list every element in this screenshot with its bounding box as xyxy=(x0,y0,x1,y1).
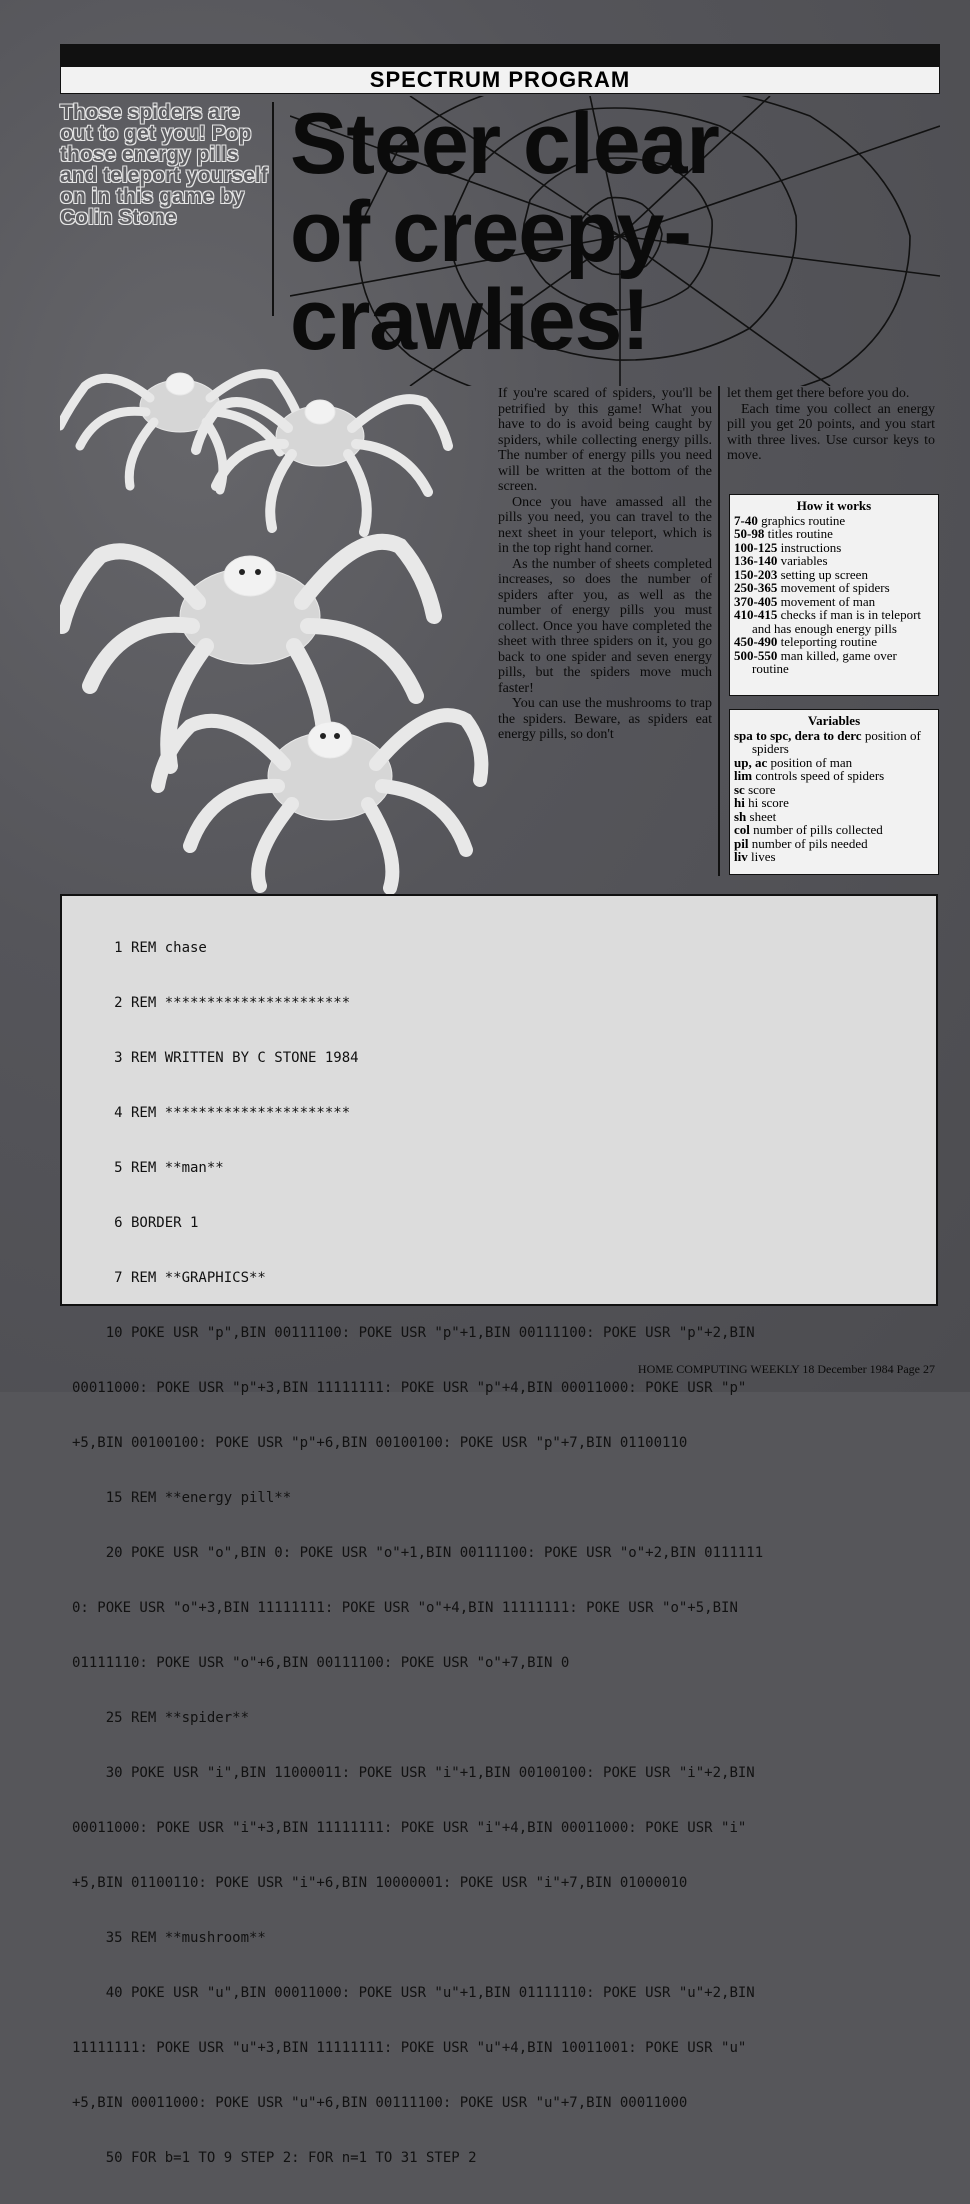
article-paragraph: You can use the mushrooms to trap the spiders. Beware, as spiders eat energy pills, so don't xyxy=(498,696,712,742)
article-paragraph: let them get there before you do. xyxy=(727,386,910,401)
variables-row xyxy=(734,850,934,864)
routine-desc: setting up screen xyxy=(780,566,868,582)
routine-desc: graphics routine xyxy=(761,512,846,528)
variables-row xyxy=(734,796,934,810)
variable-name: liv xyxy=(734,849,748,864)
column-divider xyxy=(718,386,720,876)
listing-line: 40 POKE USR "u",BIN 00011000: POKE USR "u"+1,BIN 01111110: POKE USR "u"+2,BIN xyxy=(72,1985,755,2002)
variables-row xyxy=(734,769,934,783)
line-range: 450-490 xyxy=(734,634,778,649)
listing-line: 4 REM ********************** xyxy=(72,1104,351,1121)
listing-line: 35 REM **mushroom** xyxy=(72,1930,266,1947)
how-it-works-row xyxy=(734,608,934,635)
headline xyxy=(290,96,940,368)
listing-line: 3 REM WRITTEN BY C STONE 1984 xyxy=(72,1049,359,1066)
line-range: 50-98 xyxy=(734,526,765,541)
listing-line: 01111110: POKE USR "o"+6,BIN 00111100: POKE USR "o"+7,BIN 0 xyxy=(72,1655,570,1672)
line-range: 100-125 xyxy=(734,539,778,555)
how-it-works-box xyxy=(729,494,939,696)
how-it-works-row xyxy=(734,568,934,582)
listing-line: +5,BIN 00100100: POKE USR "p"+6,BIN 00100100: POKE USR "p"+7,BIN 01100110 xyxy=(72,1434,688,1451)
listing-line: 5 REM **man** xyxy=(72,1159,224,1176)
how-it-works-row xyxy=(734,554,934,568)
routine-desc: teleporting routine xyxy=(780,634,877,649)
routine-desc: movement of spiders xyxy=(780,580,890,595)
variable-desc: position of spiders xyxy=(752,727,921,756)
spider-1 xyxy=(60,373,298,490)
listing-line: +5,BIN 01100110: POKE USR "i"+6,BIN 10000001: POKE USR "i"+7,BIN 01000010 xyxy=(72,1875,688,1892)
how-it-works-title: How it works xyxy=(796,498,872,513)
variable-desc: score xyxy=(748,781,776,797)
article-paragraph: If you're scared of spiders, you'll be petrified by this game! What you have to do is avoid being caught by spiders, while collecting energy pills. The number of energy pills you need will be written at the bottom of the screen. xyxy=(498,386,712,494)
routine-desc: titles routine xyxy=(767,526,833,541)
variable-name: lim xyxy=(734,768,753,783)
listing-line: +5,BIN 00011000: POKE USR "u"+6,BIN 00111100: POKE USR "u"+7,BIN 00011000 xyxy=(72,2095,688,2112)
how-it-works-row xyxy=(734,514,934,528)
article-column-2 xyxy=(727,386,935,464)
variable-desc: sheet xyxy=(749,808,777,824)
variable-desc: number of pils needed xyxy=(751,835,868,851)
listing-line: 15 REM **energy pill** xyxy=(72,1490,292,1506)
how-it-works-row xyxy=(734,581,934,595)
variables-row xyxy=(734,756,934,770)
listing-line: 0: POKE USR "o"+3,BIN 11111111: POKE USR "o"+4,BIN 11111111: POKE USR "o"+5,BIN xyxy=(72,1600,738,1617)
line-range: 370-405 xyxy=(734,593,778,609)
listing-line: 11111111: POKE USR "u"+3,BIN 11111111: POKE USR "u"+4,BIN 10011001: POKE USR "u" xyxy=(72,2040,747,2057)
header-bar xyxy=(60,44,940,66)
variables-row xyxy=(734,783,934,797)
listing-line: 25 REM **spider** xyxy=(72,1710,250,1727)
routine-desc: instructions xyxy=(780,539,842,555)
variables-row xyxy=(734,837,934,851)
variables-box xyxy=(729,709,939,875)
variable-name: up, ac xyxy=(734,754,768,770)
line-range: 150-203 xyxy=(734,566,778,582)
variable-name: spa to spc, dera to derc xyxy=(734,727,862,743)
variable-name: sc xyxy=(734,781,745,797)
line-range: 410-415 xyxy=(734,607,778,622)
variable-name: hi xyxy=(734,795,745,810)
listing-line: 30 POKE USR "i",BIN 11000011: POKE USR "i"+1,BIN 00100100: POKE USR "i"+2,BIN xyxy=(72,1765,755,1782)
listing-line: 2 REM ********************** xyxy=(72,994,351,1011)
section-banner: SPECTRUM PROGRAM xyxy=(60,66,940,94)
listing-line: 50 FOR b=1 TO 9 STEP 2: FOR n=1 TO 31 STEP 2 xyxy=(72,2150,477,2167)
routine-desc: movement of man xyxy=(780,593,876,609)
listing-line: 6 BORDER 1 xyxy=(72,1214,199,1231)
article-paragraph: As the number of sheets completed increases, so does the number of spiders after you, as well as the number of energy pills you must collect. Once you have completed the sheet with three spiders on it, you go back to one spider and seven energy pills, but the spiders move much faster! xyxy=(498,556,712,696)
variable-desc: position of man xyxy=(770,754,853,770)
how-it-works-row xyxy=(734,635,934,649)
headline-line-2: of creepy- xyxy=(290,184,692,280)
variable-desc: number of pills collected xyxy=(753,822,883,837)
variables-row xyxy=(734,823,934,837)
variable-desc: controls speed of spiders xyxy=(755,768,885,783)
variable-name: col xyxy=(734,822,750,837)
how-it-works-row xyxy=(734,527,934,541)
routine-desc: variables xyxy=(780,553,828,568)
how-it-works-row xyxy=(734,595,934,609)
routine-desc: checks if man is in teleport and has enough energy pills xyxy=(752,607,922,636)
listing-line: 00011000: POKE USR "p"+3,BIN 11111111: POKE USR "p"+4,BIN 00011000: POKE USR "p" xyxy=(72,1379,747,1396)
spiders-illustration xyxy=(60,356,490,896)
spider-4 xyxy=(158,715,481,888)
listing-line: 20 POKE USR "o",BIN 0: POKE USR "o"+1,BIN 00111100: POKE USR "o"+2,BIN 0111111 xyxy=(72,1545,764,1562)
article-paragraph: Each time you collect an energy pill you get 20 points, and you start with three lives. Use cursor keys to move. xyxy=(727,401,935,463)
variable-desc: lives xyxy=(750,849,776,864)
variables-row xyxy=(734,729,934,756)
listing-line: 7 REM **GRAPHICS** xyxy=(72,1269,266,1286)
intro-standfirst: Those spiders are out to get you! Pop those energy pills and teleport yourself on in this game by Colin Stone xyxy=(60,101,268,229)
line-range: 7-40 xyxy=(734,512,758,528)
how-it-works-row xyxy=(734,649,934,676)
line-range: 500-550 xyxy=(734,647,778,663)
headline-line-3: crawlies! xyxy=(290,272,650,368)
article-column-1 xyxy=(498,386,712,743)
variable-name: sh xyxy=(734,808,747,824)
article-paragraph: Once you have amassed all the pills you need, you can travel to the next sheet in your teleport, which is in the top right hand corner. xyxy=(498,494,712,556)
variables-row xyxy=(734,810,934,824)
listing-line: 10 POKE USR "p",BIN 00111100: POKE USR "p"+1,BIN 00111100: POKE USR "p"+2,BIN xyxy=(72,1324,755,1341)
listing-lines xyxy=(72,902,932,2204)
line-range: 250-365 xyxy=(734,580,778,595)
variables-title: Variables xyxy=(807,713,861,728)
intro-divider xyxy=(272,102,274,316)
how-it-works-row xyxy=(734,541,934,555)
listing-line: 1 REM chase xyxy=(72,939,207,956)
listing-line: 00011000: POKE USR "i"+3,BIN 11111111: POKE USR "i"+4,BIN 00011000: POKE USR "i" xyxy=(72,1820,747,1837)
variable-desc: hi score xyxy=(748,795,789,810)
line-range: 136-140 xyxy=(734,553,778,568)
variable-name: pil xyxy=(734,835,749,851)
routine-desc: man killed, game over routine xyxy=(752,647,897,676)
headline-line-1: Steer clear xyxy=(290,96,719,192)
page-footer: HOME COMPUTING WEEKLY 18 December 1984 Page 27 xyxy=(637,1362,935,1376)
